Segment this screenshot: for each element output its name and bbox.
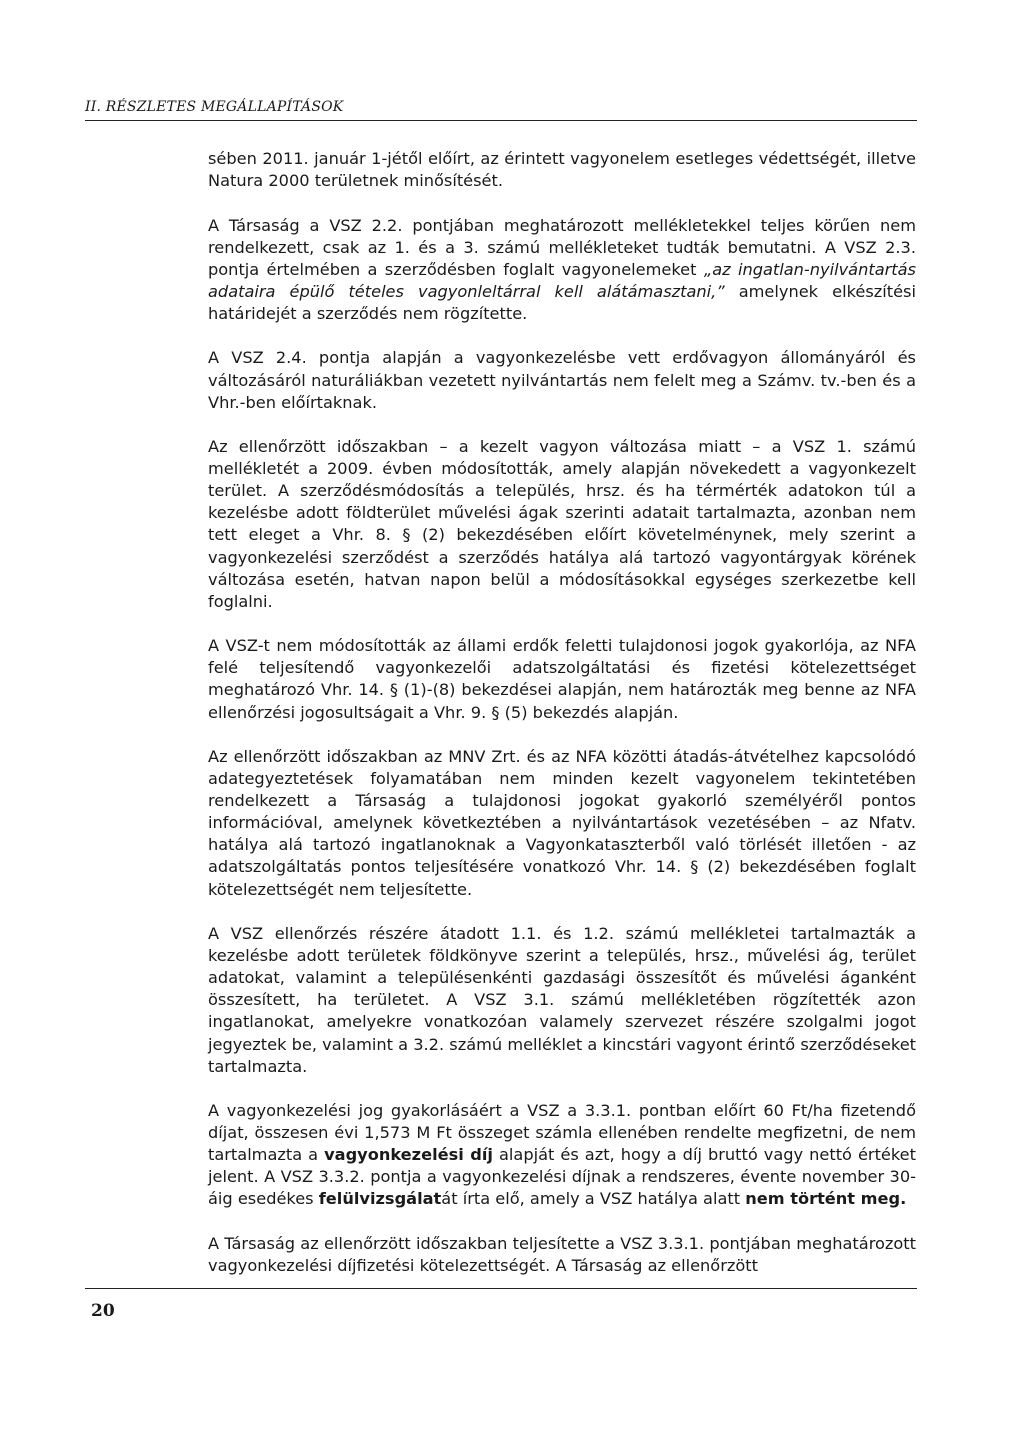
header-divider bbox=[85, 120, 917, 121]
emphasis-felulvizsgalat: felülvizsgálat bbox=[318, 1189, 442, 1209]
paragraph-1: sében 2011. január 1-jétől előírt, az érintett vagyonelem esetleges védettségét, illetve Natura 2000 területnek minősítését. bbox=[208, 149, 916, 191]
page-body bbox=[208, 148, 916, 1300]
paragraph-9: A Társaság az ellenőrzött időszakban teljesítette a VSZ 3.3.1. pontjában meghatározott vagyonkezelési díjfizetési kötelezettségét. A Társaság az ellenőrzött bbox=[208, 1233, 916, 1276]
paragraph-8-text-c: át írta elő, amely a VSZ hatálya alatt bbox=[441, 1189, 746, 1209]
paragraph-2-text-a: A Társaság a VSZ 2.2. pontjában meghatározott mellékletekkel teljes körűen nem rendelkezett, csak az 1. és a 3. számú mellékleteket tudták bemutatni. A VSZ 2.3. pontja értelmében a szerződésben foglalt vagyonelemeket bbox=[208, 215, 916, 279]
paragraph-2-quote: „az ingatlan-nyilvántartás adataira épülő tételes vagyonleltárral kell alátámasztani,” bbox=[208, 259, 916, 301]
paragraph-8-text-b: alapját és azt, hogy a díj bruttó vagy nettó értéket jelent. A VSZ 3.3.2. pontja a vagyonkezelési díjnak a rendszeres, évente november 30-áig esedékes bbox=[208, 1145, 916, 1209]
paragraph-8 bbox=[208, 1100, 916, 1210]
footer-divider bbox=[85, 1288, 917, 1289]
paragraph-5: A VSZ-t nem módosították az állami erdők feletti tulajdonosi jogok gyakorlója, az NFA felé teljesítendő vagyonkezelői adatszolgáltatási és fizetési kötelezettséget meghatározó Vhr. 14. § (1)-(8) bekezdései alapján, nem határozták meg benne az NFA ellenőrzési jogosultságait a Vhr. 9. § (5) bekezdés alapján. bbox=[208, 636, 916, 722]
paragraph-3: A VSZ 2.4. pontja alapján a vagyonkezelésbe vett erdővagyon állományáról és változásáról naturáliákban vezetett nyilvántartás nem felelt meg a Számv. tv.-ben és a Vhr.-ben előírtaknak. bbox=[208, 348, 916, 412]
paragraph-4: Az ellenőrzött időszakban – a kezelt vagyon változása miatt – a VSZ 1. számú mellékletét a 2009. évben módosították, amely alapján növekedett a vagyonkezelt terület. A szerződésmódosítás a település, hrsz. és ha térmérték adatokon túl a kezelésbe adott földterület művelési ágak szerinti adatait tartalmazta, azonban nem tett eleget a Vhr. 8. § (2) bekezdésében előírt követelménynek, mely szerint a vagyonkezelési szerződést a szerződés hatálya alá tartozó vagyontárgyak körének változása esetén, hatvan napon belül a módosításokkal egységes szerkezetbe kell foglalni. bbox=[208, 437, 916, 611]
paragraph-6: Az ellenőrzött időszakban az MNV Zrt. és az NFA közötti átadás-átvételhez kapcsolódó adategyeztetések folyamatában nem minden kezelt vagyonelem tekintetében rendelkezett a Társaság a tulajdonosi jogokat gyakorló személyéről pontos információval, amelynek következtében a nyilvántartások vezetésében – az Nfatv. hatálya alá tartozó ingatlanoknak a Vagyonkataszterből való törlését illetően - az adatszolgáltatás pontos teljesítésére vonatkozó Vhr. 14. § (2) bekezdésében foglalt kötelezettségét nem teljesítette. bbox=[208, 747, 916, 899]
paragraph-8-text-a: A vagyonkezelési jog gyakorlásáért a VSZ a 3.3.1. pontban előírt 60 Ft/ha fizetendő díjat, összesen évi 1,573 M Ft összeget számla ellenében rendelte megfizetni, de nem tartalmazta a bbox=[208, 1101, 916, 1165]
emphasis-nem-tortent-meg: nem történt meg. bbox=[745, 1189, 907, 1209]
paragraph-7: A VSZ ellenőrzés részére átadott 1.1. és 1.2. számú mellékletei tartalmazták a kezelésbe adott területek földkönyve szerint a település, hrsz., művelési ág, terület adatokat, valamint a településenkénti gazdasági összesítőt és művelési áganként összesített, ha területet. A VSZ 3.1. számú mellékletében rögzítették azon ingatlanokat, amelyekre vonatkozóan valamely szervezet részére szolgalmi jogot jegyeztek be, valamint a 3.2. számú melléklet a kincstári vagyont érintő szerződéseket tartalmazta. bbox=[208, 924, 916, 1076]
emphasis-vagyonkezelesi-dij: vagyonkezelési díj bbox=[324, 1145, 493, 1165]
paragraph-2 bbox=[208, 215, 916, 325]
running-header: II. RÉSZLETES MEGÁLLAPÍTÁSOK bbox=[85, 99, 344, 115]
paragraph-2-text-b: amelynek elkészítési határidejét a szerződés nem rögzítette. bbox=[208, 281, 916, 323]
page-number: 20 bbox=[91, 1301, 115, 1321]
